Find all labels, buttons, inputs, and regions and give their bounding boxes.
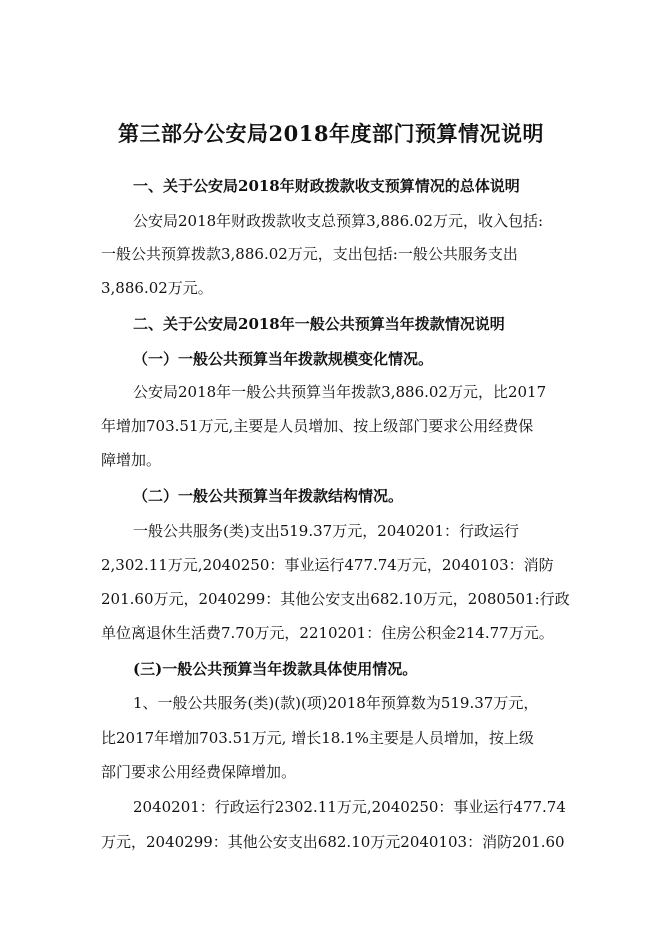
subsection3-line: 2040201：行政运行2302.11万元,2040250：事业运行477.74	[133, 798, 566, 816]
section1-line: 公安局2018年财政拨款收支总预算3,886.02万元，收入包括:	[133, 212, 544, 230]
section1-heading: 一、关于公安局2018年财政拨款收支预算情况的总体说明	[133, 177, 520, 195]
subsection3-line: 比2017年增加703.51万元, 增长18.1%主要是人员增加，按上级	[101, 729, 534, 747]
subsection2-line: 一般公共服务(类)支出519.37万元，2040201：行政运行	[133, 522, 519, 540]
subsection2-line: 201.60万元，2040299：其他公安支出682.10万元，2080501:行政	[101, 590, 570, 608]
section1-line: 一般公共预算拨款3,886.02万元，支出包括:一般公共服务支出	[101, 245, 518, 263]
subsection3-line: 1、一般公共服务(类)(款)(项)2018年预算数为519.37万元，	[133, 694, 539, 712]
subsection3-line: 万元，2040299：其他公安支出682.10万元2040103：消防201.60	[101, 833, 565, 851]
section2-heading: 二、关于公安局2018年一般公共预算当年拨款情况说明	[133, 315, 505, 333]
subsection1-heading: （一）一般公共预算当年拨款规模变化情况。	[133, 350, 434, 368]
subsection1-line: 公安局2018年一般公共预算当年拨款3,886.02万元，比2017	[133, 383, 547, 401]
subsection3-heading: (三)一般公共预算当年拨款具体使用情况。	[133, 660, 418, 678]
page-title: 第三部分公安局2018年度部门预算情况说明	[118, 121, 544, 146]
subsection1-line: 障增加。	[101, 451, 162, 469]
subsection1-line: 年增加703.51万元,主要是人员增加、按上级部门要求公用经费保	[101, 417, 534, 435]
subsection2-line: 2,302.11万元,2040250：事业运行477.74万元，2040103：消防	[101, 556, 554, 574]
subsection2-line: 单位离退休生活费7.70万元，2210201：住房公积金214.77万元。	[101, 624, 554, 642]
subsection2-heading: （二）一般公共预算当年拨款结构情况。	[133, 487, 404, 505]
section1-line: 3,886.02万元。	[101, 279, 213, 297]
subsection3-line: 部门要求公用经费保障增加。	[101, 763, 297, 781]
